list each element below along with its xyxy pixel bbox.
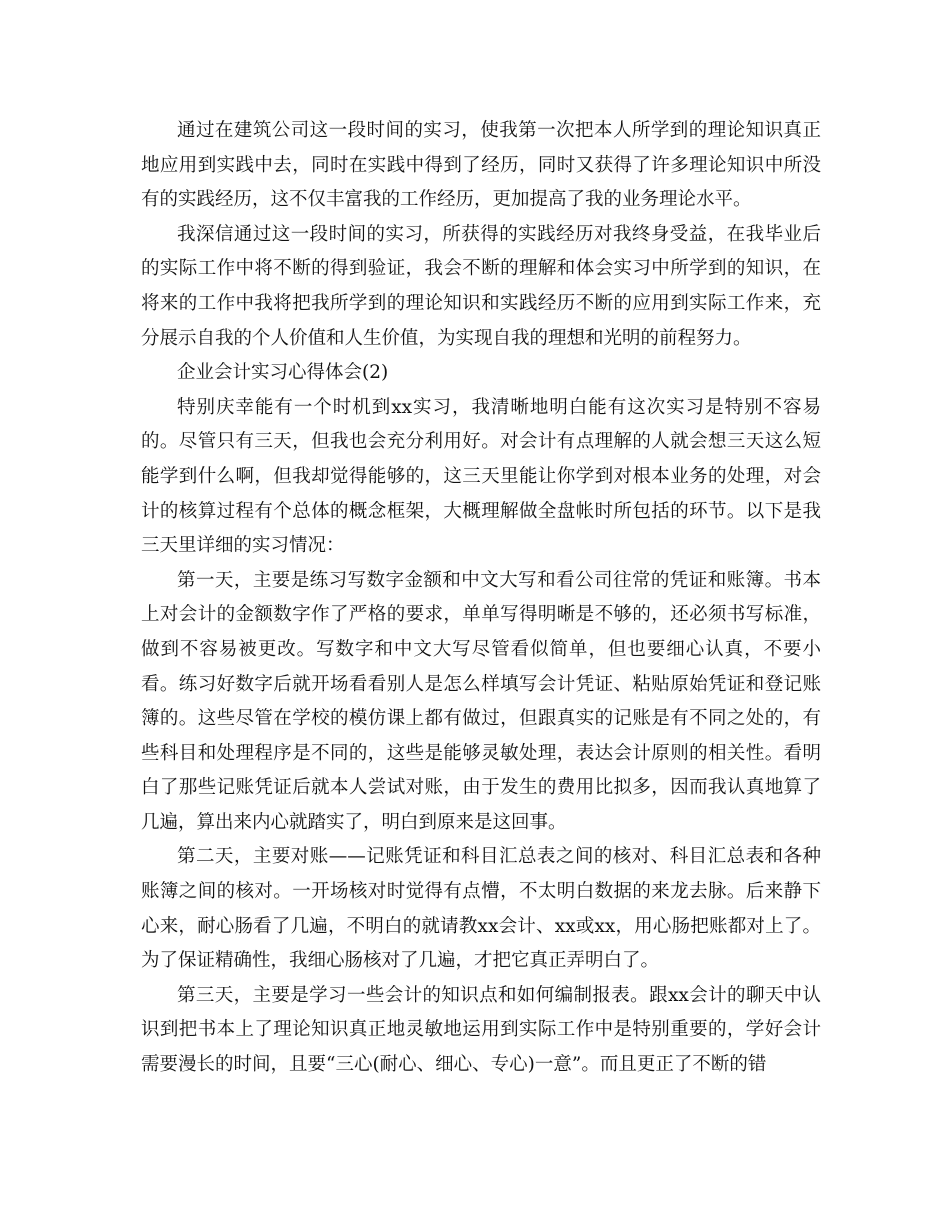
- paragraph-5: 第二天，主要对账——记账凭证和科目汇总表之间的核对、科目汇总表和各种账簿之间的核对。一开场核对时觉得有点懵，不太明白数据的来龙去脉。后来静下心来，耐心肠看了几遍，不明白的就请教xx会计、xx或xx，用心肠把账都对上了。为了保证精确性，我细心肠核对了几遍，才把它真正弄明白了。: [141, 846, 821, 972]
- paragraph-2: 我深信通过这一段时间的实习，所获得的实践经历对我终身受益，在我毕业后的实际工作中将不断的得到验证，我会不断的理解和体会实习中所学到的知识，在将来的工作中我将把我所学到的理论知识和实践经历不断的应用到实际工作来，充分展示自我的个人价值和人生价值，为实现自我的理想和光明的前程努力。: [141, 223, 821, 349]
- paragraph-6: 第三天，主要是学习一些会计的知识点和如何编制报表。跟xx会计的聊天中认识到把书本上了理论知识真正地灵敏地运用到实际工作中是特别重要的，学好会计需要漫长的时间，且要“三心(耐心、细心、专心)一意”。而且更正了不断的错: [141, 984, 821, 1076]
- paragraph-4: 第一天，主要是练习写数字金额和中文大写和看公司往常的凭证和账簿。书本上对会计的金额数字作了严格的要求，单单写得明晰是不够的，还必须书写标准，做到不容易被更改。写数字和中文大写尽管看似简单，但也要细心认真，不要小看。练习好数字后就开场看看别人是怎么样填写会计凭证、粘贴原始凭证和登记账簿的。这些尽管在学校的模仿课上都有做过，但跟真实的记账是有不同之处的，有些科目和处理程序是不同的，这些是能够灵敏处理，表达会计原则的相关性。看明白了那些记账凭证后就本人尝试对账，由于发生的费用比拟多，因而我认真地算了几遍，算出来内心就踏实了，明白到原来是这回事。: [141, 569, 821, 833]
- section-heading: 企业会计实习心得体会(2): [177, 362, 389, 384]
- paragraph-1: 通过在建筑公司这一段时间的实习，使我第一次把本人所学到的理论知识真正地应用到实践中去，同时在实践中得到了经历，同时又获得了许多理论知识中所没有的实践经历，这不仅丰富我的工作经历，更加提高了我的业务理论水平。: [141, 120, 821, 211]
- document-body: [141, 114, 821, 1083]
- paragraph-3: 特别庆幸能有一个时机到xx实习，我清晰地明白能有这次实习是特别不容易的。尽管只有三天，但我也会充分利用好。对会计有点理解的人就会想三天这么短能学到什么啊，但我却觉得能够的，这三天里能让你学到对根本业务的处理，对会计的核算过程有个总体的概念框架，大概理解做全盘帐时所包括的环节。以下是我三天里详细的实习情况：: [141, 396, 821, 557]
